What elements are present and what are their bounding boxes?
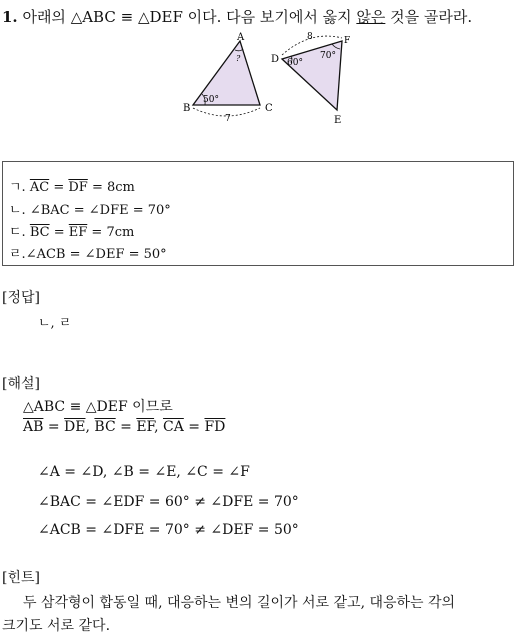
- angle-label-b: 50°: [203, 95, 219, 105]
- hint-line-1: 두 삼각형이 합동일 때, 대응하는 변의 길이가 서로 같고, 대응하는 각의: [23, 595, 456, 611]
- segment: =: [115, 419, 137, 435]
- segment: ,: [85, 419, 95, 435]
- explanation-line-1: △ABC ≡ △DEF 이므로: [23, 399, 173, 415]
- side-label-df: 8: [307, 32, 313, 42]
- question-text-pre: 아래의 △ABC ≡ △DEF 이다. 다음 보기에서 옳지: [22, 8, 357, 26]
- segment: =: [183, 419, 205, 435]
- option-seg: = 7cm: [87, 225, 135, 240]
- option-seg: $\overline{BC}$: [29, 225, 50, 240]
- segment: $\overline{AB}$: [23, 419, 44, 435]
- option-marker: ㄴ.: [9, 203, 26, 218]
- option-marker: ㄹ.: [9, 247, 26, 262]
- segment: $\overline{FD}$: [204, 419, 226, 435]
- explanation-equation-1: ∠A = ∠D, ∠B = ∠E, ∠C = ∠F: [38, 464, 250, 480]
- question-text-post: 것을 골라라.: [385, 8, 473, 26]
- option-seg: $\overline{AC}$: [29, 180, 50, 195]
- options-box: [2, 161, 514, 266]
- segment: $\overline{BC}$: [94, 419, 116, 435]
- vertex-a: A: [237, 32, 245, 43]
- segment: $\overline{CA}$: [162, 419, 184, 435]
- vertex-e: E: [334, 115, 342, 126]
- option-seg: =: [49, 180, 69, 195]
- vertex-d: D: [271, 54, 280, 65]
- option-marker: ㄷ.: [9, 225, 26, 240]
- triangle-figure: [180, 28, 370, 128]
- hint-heading: [힌트]: [2, 570, 40, 586]
- option-seg: = 8cm: [87, 180, 135, 195]
- answer-heading: [정답]: [2, 290, 40, 306]
- question-number: 1.: [2, 8, 18, 26]
- option-marker: ㄱ.: [9, 180, 26, 195]
- option-seg: ∠ACB = ∠DEF = 50°: [25, 247, 167, 262]
- angle-label-a: ?: [236, 54, 241, 63]
- question-line: [2, 6, 472, 27]
- option-seg: $\overline{EF}$: [68, 225, 88, 240]
- segment: $\overline{EF}$: [136, 419, 155, 435]
- vertex-b: B: [183, 103, 191, 114]
- option-2: [9, 199, 171, 218]
- explanation-equation-2: ∠BAC = ∠EDF = 60° ≠ ∠DFE = 70°: [38, 494, 299, 510]
- question-text-emphasis: 않은: [356, 8, 386, 26]
- option-seg: =: [49, 225, 69, 240]
- side-label-bc: 7: [225, 114, 231, 124]
- option-4: [9, 243, 167, 262]
- hint-line-2: 크기도 서로 같다.: [2, 618, 111, 634]
- angle-label-d: 60°: [287, 58, 303, 68]
- option-1: [9, 176, 135, 195]
- angle-label-f: 70°: [320, 51, 336, 61]
- explanation-heading: [해설]: [2, 376, 40, 392]
- explanation-line-2: [23, 419, 225, 435]
- segment: $\overline{DE}$: [64, 419, 86, 435]
- segment: ,: [154, 419, 163, 435]
- explanation-equation-3: ∠ACB = ∠DFE = 70° ≠ ∠DEF = 50°: [38, 522, 299, 538]
- option-3: [9, 221, 134, 240]
- vertex-c: C: [265, 103, 273, 114]
- segment: =: [43, 419, 65, 435]
- vertex-f: F: [344, 36, 351, 46]
- option-seg: $\overline{DF}$: [68, 180, 88, 195]
- answer-value: ㄴ, ㄹ: [38, 316, 72, 331]
- option-seg: ∠BAC = ∠DFE = 70°: [29, 203, 171, 218]
